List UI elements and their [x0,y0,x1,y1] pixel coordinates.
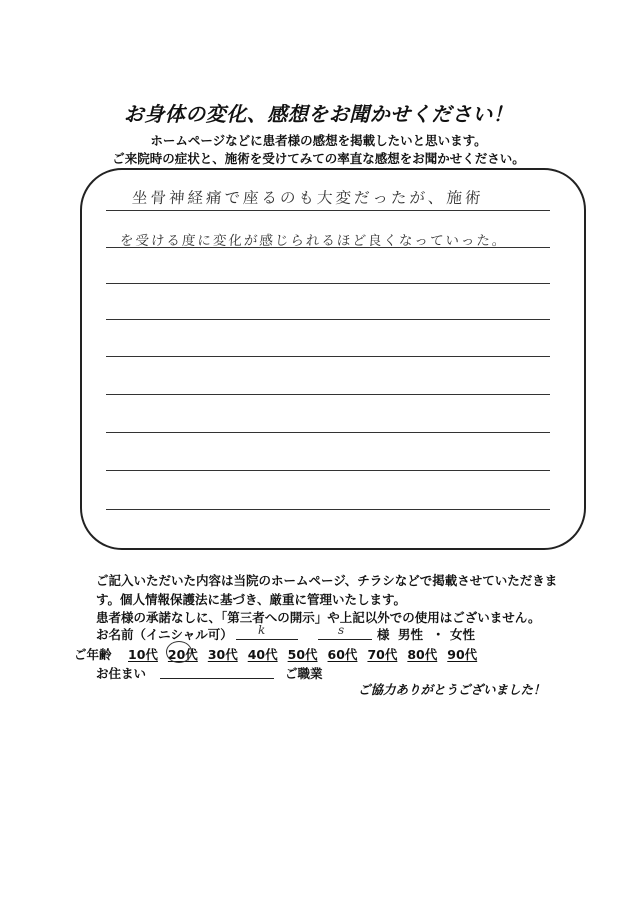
address-label: お住まい [96,666,147,681]
comment-box [80,168,586,550]
selected-age-circle [166,641,192,663]
subtitle-1: ホームページなどに患者様の感想を掲載したいと思います。 [150,133,487,148]
handwritten-comment-line-1: 坐骨神経痛で座るのも大変だったが、施術 [131,189,485,207]
name-initial-1: k [258,623,266,637]
ruled-line [106,432,550,433]
ruled-line [106,470,550,471]
ruled-line [106,509,550,510]
ruled-line [106,210,550,211]
thanks-message: ご協力ありがとうございました！ [358,682,546,697]
age-option-40s[interactable]: 40代 [247,647,278,662]
name-field-1[interactable] [236,625,298,640]
age-option-30s[interactable]: 30代 [207,647,238,662]
age-option-80s[interactable]: 80代 [407,647,438,662]
age-option-90s[interactable]: 90代 [447,647,478,662]
name-label: お名前（イニシャル可） [96,627,233,642]
gender-male-option[interactable]: 男性 [398,627,424,642]
honorific: 様 [377,627,390,642]
gender-female-option[interactable]: 女性 [450,627,476,642]
age-option-20s[interactable]: 20代 [167,647,198,662]
notice-line-3: 患者様の承諾なしに、「第三者への開示」や上記以外での使用はございません。 [96,610,541,625]
age-label: ご年齢 [74,647,112,662]
ruled-line [106,283,550,284]
age-option-50s[interactable]: 50代 [287,647,318,662]
notice-line-2: す。個人情報保護法に基づき、厳重に管理いたします。 [96,592,407,607]
ruled-line [106,394,550,395]
occupation-label: ご職業 [285,666,323,681]
ruled-line [106,319,550,320]
ruled-line [106,356,550,357]
address-field[interactable] [160,664,274,679]
age-option-10s[interactable]: 10代 [128,647,158,662]
name-initial-2: s [338,623,345,637]
age-option-60s[interactable]: 60代 [327,647,358,662]
name-field-2[interactable] [318,625,372,640]
gender-separator: ・ [432,627,445,642]
page-title: お身体の変化、感想をお聞かせください！ [123,102,514,126]
ruled-line [106,247,550,248]
handwritten-comment-line-2: を受ける度に変化が感じられるほど良くなっていった。 [119,233,508,249]
notice-line-1: ご記入いただいた内容は当院のホームページ、チラシなどで掲載させていただきま [96,573,558,588]
age-option-70s[interactable]: 70代 [367,647,398,662]
subtitle-2: ご来院時の症状と、施術を受けてみての率直な感想をお聞かせください。 [112,151,525,166]
